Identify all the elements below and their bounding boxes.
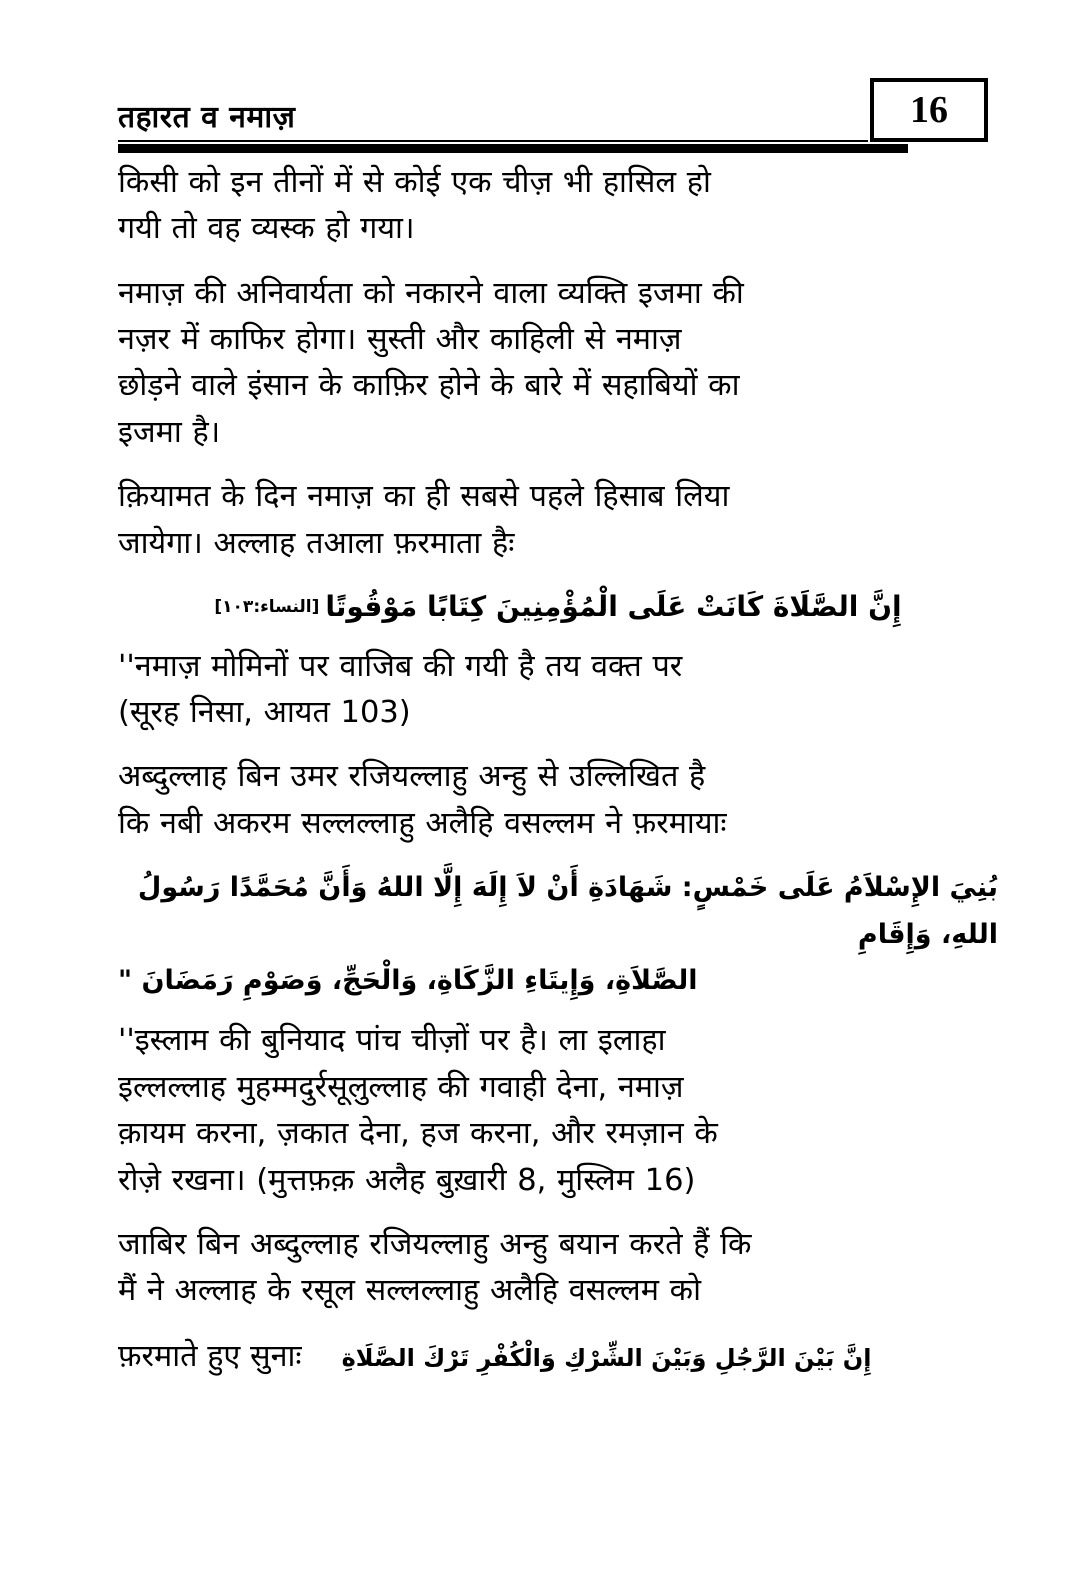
paragraph-3-line-2: जायेगा। अल्लाह तआला फ़रमाता हैः xyxy=(118,525,515,561)
paragraph-2-line-4: इजमा है। xyxy=(118,414,221,450)
page-number: 16 xyxy=(910,89,948,131)
paragraph-1 xyxy=(118,160,998,253)
quran-verse-citation: [النساء:١٠٣] xyxy=(214,596,320,617)
paragraph-7-line-2: मैं ने अल्लाह के रसूल सल्लल्लाहु अलैहि वसल्लम को xyxy=(118,1273,701,1309)
paragraph-4-line-2: (सूरह निसा, आयत 103) xyxy=(118,695,411,731)
hadith-1-line-2: الصَّلاَةِ، وَإِيتَاءِ الزَّكَاةِ، وَالْحَجِّ، وَصَوْمِ رَمَضَانَ " xyxy=(118,964,698,996)
paragraph-5 xyxy=(118,754,998,847)
running-head-title: तहारत व नमाज़ xyxy=(118,100,296,135)
paragraph-4 xyxy=(118,644,998,737)
paragraph-3-line-1: क़ियामत के दिन नमाज़ का ही सबसे पहले हिसाब लिया xyxy=(118,479,730,515)
paragraph-6-line-3: क़ायम करना, ज़कात देना, हज करना, और रमज़ान के xyxy=(118,1116,718,1152)
paragraph-7 xyxy=(118,1222,998,1315)
page-content-area xyxy=(118,0,998,1583)
paragraph-2-line-2: नज़र में काफिर होगा। सुस्ती और काहिली से नमाज़ xyxy=(118,322,682,358)
paragraph-2-line-1: नमाज़ की अनिवार्यता को नकारने वाला व्यक्ति इजमा की xyxy=(118,275,744,311)
final-mixed-line xyxy=(118,1333,998,1375)
paragraph-5-line-1: अब्दुल्लाह बिन उमर रजियल्लाहु अन्हु से उल्लिखित है xyxy=(118,759,706,795)
paragraph-6-line-2: इल्लल्लाह मुहम्मदुर्रसूलुल्लाह की गवाही देना, नमाज़ xyxy=(118,1069,684,1105)
paragraph-1-line-1: किसी को इन तीनों में से कोई एक चीज़ भी हासिल हो xyxy=(118,165,711,200)
page-body xyxy=(118,160,998,1375)
paragraph-6-line-1: ''इस्लाम की बुनियाद पांच चीज़ों पर है। ला इलाहा xyxy=(118,1023,666,1059)
quran-verse-line xyxy=(118,585,998,630)
quran-verse-arabic-text: إِنَّ الصَّلَاةَ كَانَتْ عَلَى الْمُؤْمِنِينَ كِتَابًا مَوْقُوتًا xyxy=(325,589,902,623)
paragraph-6-line-4: रोज़े रखना। (मुत्तफ़क़ अलैह बुख़ारी 8, मुस्लिम 16) xyxy=(118,1162,696,1198)
final-line-arabic: إِنَّ بَيْنَ الرَّجُلِ وَبَيْنَ الشِّرْكِ وَالْكُفْرِ تَرْكَ الصَّلَاةِ xyxy=(341,1343,872,1372)
paragraph-5-line-2: कि नबी अकरम सल्लल्लाहु अलैहि वसल्लम ने फ़रमायाः xyxy=(118,805,727,841)
page-number-box xyxy=(870,78,988,142)
final-line-hindi: फ़रमाते हुए सुनाः xyxy=(118,1338,302,1374)
paragraph-2 xyxy=(118,271,998,456)
header-rule-thick xyxy=(118,144,908,153)
paragraph-6 xyxy=(118,1018,998,1203)
hadith-1-line-1: بُنِيَ الإِسْلاَمُ عَلَى خَمْسٍ: شَهَادَةِ أَنْ لاَ إِلَهَ إِلَّا اللهُ وَأَنَّ مُحَمَّدًا رَسُولُ اللهِ، وَإِقَامِ xyxy=(137,872,998,950)
hadith-1-block xyxy=(118,865,998,1004)
header-rule-thin xyxy=(118,140,868,142)
quran-verse-block xyxy=(118,585,998,630)
paragraph-7-line-1: जाबिर बिन अब्दुल्लाह रजियल्लाहु अन्हु बयान करते हैं कि xyxy=(118,1226,752,1262)
paragraph-2-line-3: छोड़ने वाले इंसान के काफ़िर होने के बारे में सहाबियों का xyxy=(118,368,740,404)
paragraph-3 xyxy=(118,474,998,567)
paragraph-1-line-2: गयी तो वह व्यस्क हो गया। xyxy=(118,211,415,247)
paragraph-4-line-1: ''नमाज़ मोमिनों पर वाजिब की गयी है तय वक्त पर xyxy=(118,648,683,684)
page-header xyxy=(118,78,988,150)
